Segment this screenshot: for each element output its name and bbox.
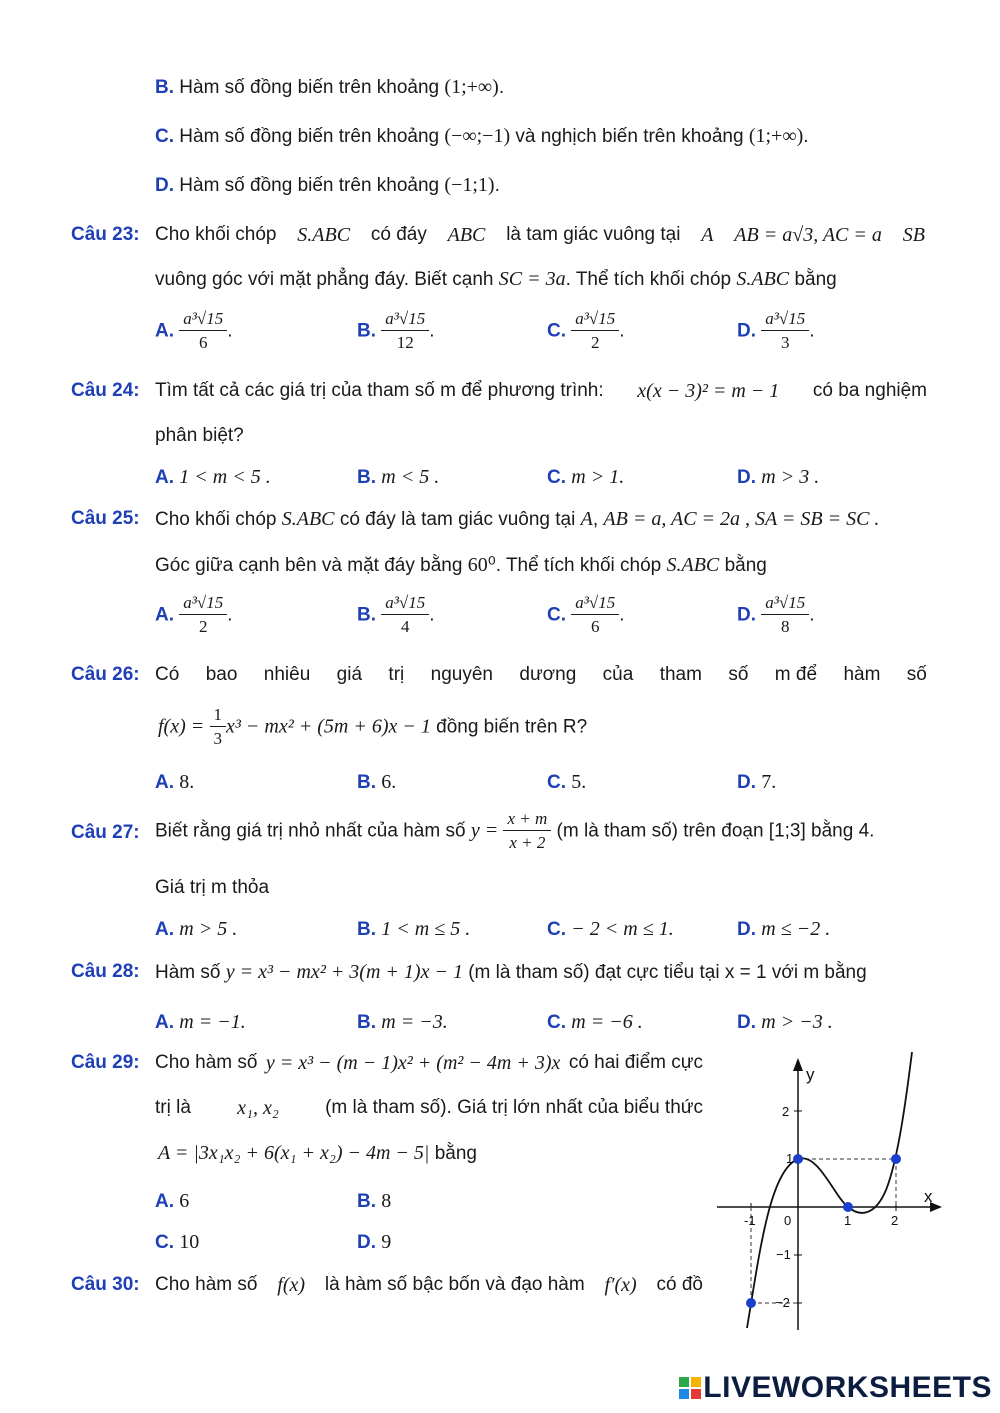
word: bao [205,664,238,685]
text: Cho hàm số [155,1052,258,1073]
q27-option-d[interactable] [737,918,830,941]
option-label: B. [357,772,376,793]
text: . Thể tích khối chóp [565,269,732,290]
q25-line2 [155,552,767,577]
q28-option-a[interactable] [155,1011,246,1034]
option-text: Hàm số đồng biến trên khoảng [179,175,440,196]
text: . Thể tích khối chóp [495,555,662,576]
fraction [381,592,429,639]
q29-option-a[interactable] [155,1190,189,1213]
option-text: m = −6 . [571,1011,643,1033]
math: S.ABC [736,268,790,290]
math: x₁, x₂ [237,1097,279,1119]
option-text: m = −1. [179,1011,246,1033]
q23-option-d[interactable]: D. $\frac{\text{a³√15}}{3}$ . [737,308,815,355]
option-text: 9 [381,1231,392,1253]
word: Có [155,664,180,685]
q28-option-b[interactable] [357,1011,448,1034]
option-label: B. [357,1191,376,1212]
option-label: D. [737,320,756,342]
numerator: a³√15 [761,592,809,615]
text: trị là [155,1097,191,1118]
numerator: x + m [503,808,551,831]
text: vuông góc với mặt phẳng đáy. Biết cạnh [155,269,494,290]
fraction [761,308,809,355]
text: có hai điểm cực [568,1052,703,1073]
question-number-28: Câu 28: [71,961,140,982]
option-text: 6. [381,771,397,793]
punct: . [494,175,500,196]
fraction [571,592,619,639]
option-label: D. [737,772,756,793]
q24-line1 [155,380,927,403]
brand-text: LIVEWORKSHEETS [703,1371,992,1404]
interval: (1;+∞) [444,76,499,98]
y-axis-arrow [793,1058,803,1071]
math: A [580,508,593,530]
option-text: m > 3 . [761,466,820,488]
q24-option-a[interactable] [155,466,271,489]
text: đồng biến trên R? [436,716,588,738]
derivative-graph [712,1048,948,1333]
math: y = [470,819,499,842]
fraction [210,704,227,751]
q29-line1 [155,1052,703,1075]
fraction [761,592,809,639]
math: 60⁰ [467,554,496,576]
text: Góc giữa cạnh bên và mặt đáy bằng [155,555,463,576]
text: Cho khối chóp [155,224,277,245]
denominator: x + 2 [509,833,546,852]
tick-label-x0: 0 [784,1213,792,1228]
numerator: a³√15 [381,308,429,331]
q29-line2 [155,1097,703,1120]
text: là hàm số bậc bốn và đạo hàm [324,1274,585,1295]
text: Cho khối chóp [155,509,277,530]
q30-line1 [155,1274,703,1297]
option-label: D. [737,919,756,940]
option-text: Hàm số đồng biến trên khoảng [179,126,440,147]
option-text: − 2 < m ≤ 1. [571,918,674,940]
interval: (1;+∞) [748,125,804,147]
tick-label-x1: 1 [844,1213,852,1228]
word: nguyên [430,664,493,685]
fraction [503,808,551,855]
fraction [179,592,227,639]
option-text: và nghịch biến trên khoảng [515,126,744,147]
liveworksheets-logo-icon [679,1377,701,1399]
option-label: A. [155,320,174,342]
option-text: 10 [179,1231,200,1253]
q26-option-a[interactable] [155,771,194,794]
option-text: 1 < m < 5 . [179,466,271,488]
prev-option-c [155,125,809,148]
liveworksheets-logo [679,1371,992,1405]
x-axis-label: x [924,1187,933,1206]
math: ABC [447,224,486,246]
tick-label-xm1: -1 [744,1213,756,1228]
denominator: 3 [213,729,223,748]
text: Cho hàm số [155,1274,258,1295]
q25-option-b[interactable]: B. $\frac{\text{a³√15}}{4}$ . [357,592,435,639]
text: có đáy [370,224,427,245]
option-label: C. [547,467,566,488]
q27-option-a[interactable] [155,918,237,941]
option-label: A. [155,772,174,793]
q26-line1 [155,664,927,686]
numerator: a³√15 [761,308,809,331]
q25-line1: Cho khối chóp S.ABC có đáy là tam giác vuông tại A, AB = a, AC = 2a , SA = SB = SC . [155,508,880,530]
q27-option-c[interactable] [547,918,674,941]
option-label: D. [155,175,174,196]
math: S.ABC [281,508,335,530]
word: nhiêu [263,664,311,685]
option-label: B. [357,604,376,626]
q23-line1 [155,224,925,247]
numerator: a³√15 [571,592,619,615]
option-text: m > 1. [571,466,625,488]
point-m1-m2 [746,1298,756,1308]
numerator: 1 [210,704,227,727]
tick-label-x2: 2 [891,1213,899,1228]
point-2-1 [891,1154,901,1164]
tick-label-y1: 1 [786,1151,794,1166]
q23-option-a[interactable]: A. $\frac{\text{a³√15}}{6}$ . [155,308,233,355]
word: của [602,664,634,685]
math: x(x − 3)² = m − 1 [637,380,780,402]
y-axis-label: y [806,1065,815,1084]
tick-label-ym2: −2 [775,1295,790,1310]
text: Biết rằng giá trị nhỏ nhất của hàm số [155,820,466,842]
q24-line2: phân biệt? [155,425,244,446]
q27-line1 [155,808,874,855]
punct: . [498,77,505,98]
option-label: A. [155,604,174,626]
question-number-25: Câu 25: [71,508,140,529]
option-text: 8. [179,771,195,793]
text: (m là tham số) đạt cực tiểu tại x = 1 với m bằng [468,962,867,983]
text: Hàm số [155,962,221,983]
math: f(x) [277,1274,306,1296]
option-label: B. [357,467,376,488]
option-label: B. [357,320,376,342]
curve [747,1052,912,1328]
word: giá [336,664,363,685]
numerator: a³√15 [381,592,429,615]
q26-line2 [158,704,587,751]
option-text: m < 5 . [381,466,440,488]
option-label: A. [155,1191,174,1212]
fraction [571,308,619,355]
question-number-30: Câu 30: [71,1274,140,1295]
text: có đồ [656,1274,703,1295]
question-number-27: Câu 27: [71,822,140,843]
option-label: D. [737,467,756,488]
option-label: C. [547,320,566,342]
text: có đáy là tam giác vuông tại [339,509,576,530]
math: AB = a√3, AC = a [734,224,882,246]
question-number-24: Câu 24: [71,380,140,401]
option-text: m > 5 . [179,918,238,940]
q28-option-d[interactable] [737,1011,833,1034]
option-label: A. [155,1012,174,1033]
numerator: a³√15 [571,308,619,331]
question-number-23: Câu 23: [71,224,140,245]
q25-option-a[interactable]: A. $\frac{\text{a³√15}}{2}$ . [155,592,233,639]
q29-option-c[interactable] [155,1231,199,1254]
text: (m là tham số). Giá trị lớn nhất của biểu thức [325,1097,703,1118]
math: S.ABC [666,554,720,576]
option-label: B. [357,919,376,940]
q24-option-c[interactable] [547,466,624,489]
q25-option-c[interactable]: C. $\frac{\text{a³√15}}{6}$ . [547,592,625,639]
denominator: 12 [396,333,414,352]
q23-option-b[interactable]: B. $\frac{\text{a³√15}}{12}$ . [357,308,435,355]
q23-option-c[interactable]: C. $\frac{\text{a³√15}}{2}$ . [547,308,625,355]
denominator: 6 [591,617,600,636]
option-text: Hàm số đồng biến trên khoảng [179,77,440,98]
text: có ba nghiệm [812,380,927,401]
text: bằng [794,269,837,290]
math: A [701,224,714,246]
fraction [179,308,227,355]
word: tham [659,664,702,685]
q27-line2: Giá trị m thỏa [155,877,270,898]
option-text: 6 [179,1190,190,1212]
q29-option-b[interactable] [357,1190,391,1213]
word: trị [388,664,405,685]
question-number-26: Câu 26: [71,664,140,685]
denominator: 8 [781,617,790,636]
q26-option-b[interactable] [357,771,396,794]
word: hàm [843,664,881,685]
option-label: C. [155,126,174,147]
q24-option-d[interactable] [737,466,819,489]
word: số [906,664,927,685]
q28-line1 [155,961,867,984]
q27-option-b[interactable] [357,918,470,941]
point-0-1 [793,1154,803,1164]
option-text: m = −3. [381,1011,448,1033]
word: dương [519,664,577,685]
interval: (−1;1) [444,174,495,196]
option-label: C. [547,772,566,793]
text: là tam giác vuông tại [506,224,681,245]
option-label: C. [547,604,566,626]
word: m để [774,664,818,685]
punct: . [803,126,809,147]
tick-label-y2: 2 [782,1104,790,1119]
point-1-0 [843,1202,853,1212]
option-label: B. [357,1012,376,1033]
math: y = x³ − (m − 1)x² + (m² − 4m + 3)x [265,1052,561,1074]
option-label: D. [357,1232,376,1253]
option-label: C. [547,919,566,940]
q28-option-c[interactable] [547,1011,643,1034]
text: bằng [724,555,767,576]
math: SC = 3a [498,268,566,290]
math: f(x) = [158,715,205,738]
question-number-29: Câu 29: [71,1052,140,1073]
denominator: 2 [591,333,600,352]
math: S.ABC [297,224,351,246]
math: y = x³ − mx² + 3(m + 1)x − 1 [225,961,463,983]
math: AB = a, AC = 2a , SA = SB = SC . [603,508,880,530]
option-label: D. [737,604,756,626]
option-text: 8 [381,1190,392,1212]
option-label: C. [547,1012,566,1033]
option-label: D. [737,1012,756,1033]
math: f′(x) [604,1274,637,1296]
numerator: a³√15 [179,592,227,615]
math: x³ − mx² + (5m + 6)x − 1 [226,715,431,738]
option-text: m ≤ −2 . [761,918,831,940]
option-text: m > −3 . [761,1011,833,1033]
math: A = |3x₁x₂ + 6(x₁ + x₂) − 4m − 5| [158,1142,430,1164]
interval: (−∞;−1) [444,125,511,147]
math: SB [902,224,925,246]
option-label: A. [155,919,174,940]
q29-line3 [158,1142,477,1165]
denominator: 6 [199,333,208,352]
text: bằng [434,1143,477,1164]
text: Tìm tất cả các giá trị của tham số m để phương trình: [155,380,604,401]
option-label: A. [155,467,174,488]
denominator: 2 [199,617,208,636]
word: số [728,664,749,685]
option-label: B. [155,77,174,98]
prev-option-b [155,76,504,99]
q24-option-b[interactable] [357,466,439,489]
q26-option-c[interactable] [547,771,586,794]
q29-option-d[interactable] [357,1231,391,1254]
tick-label-ym1: −1 [776,1247,791,1262]
option-text: 1 < m ≤ 5 . [381,918,471,940]
numerator: a³√15 [179,308,227,331]
option-text: 5. [571,771,587,793]
option-text: 7. [761,771,777,793]
prev-option-d [155,174,500,197]
q23-line2 [155,268,837,291]
option-label: C. [155,1232,174,1253]
fraction [381,308,429,355]
denominator: 4 [401,617,410,636]
text: (m là tham số) trên đoạn [1;3] bằng 4. [556,820,875,842]
q25-option-d[interactable]: D. $\frac{\text{a³√15}}{8}$ . [737,592,815,639]
q26-option-d[interactable] [737,771,776,794]
denominator: 3 [781,333,790,352]
